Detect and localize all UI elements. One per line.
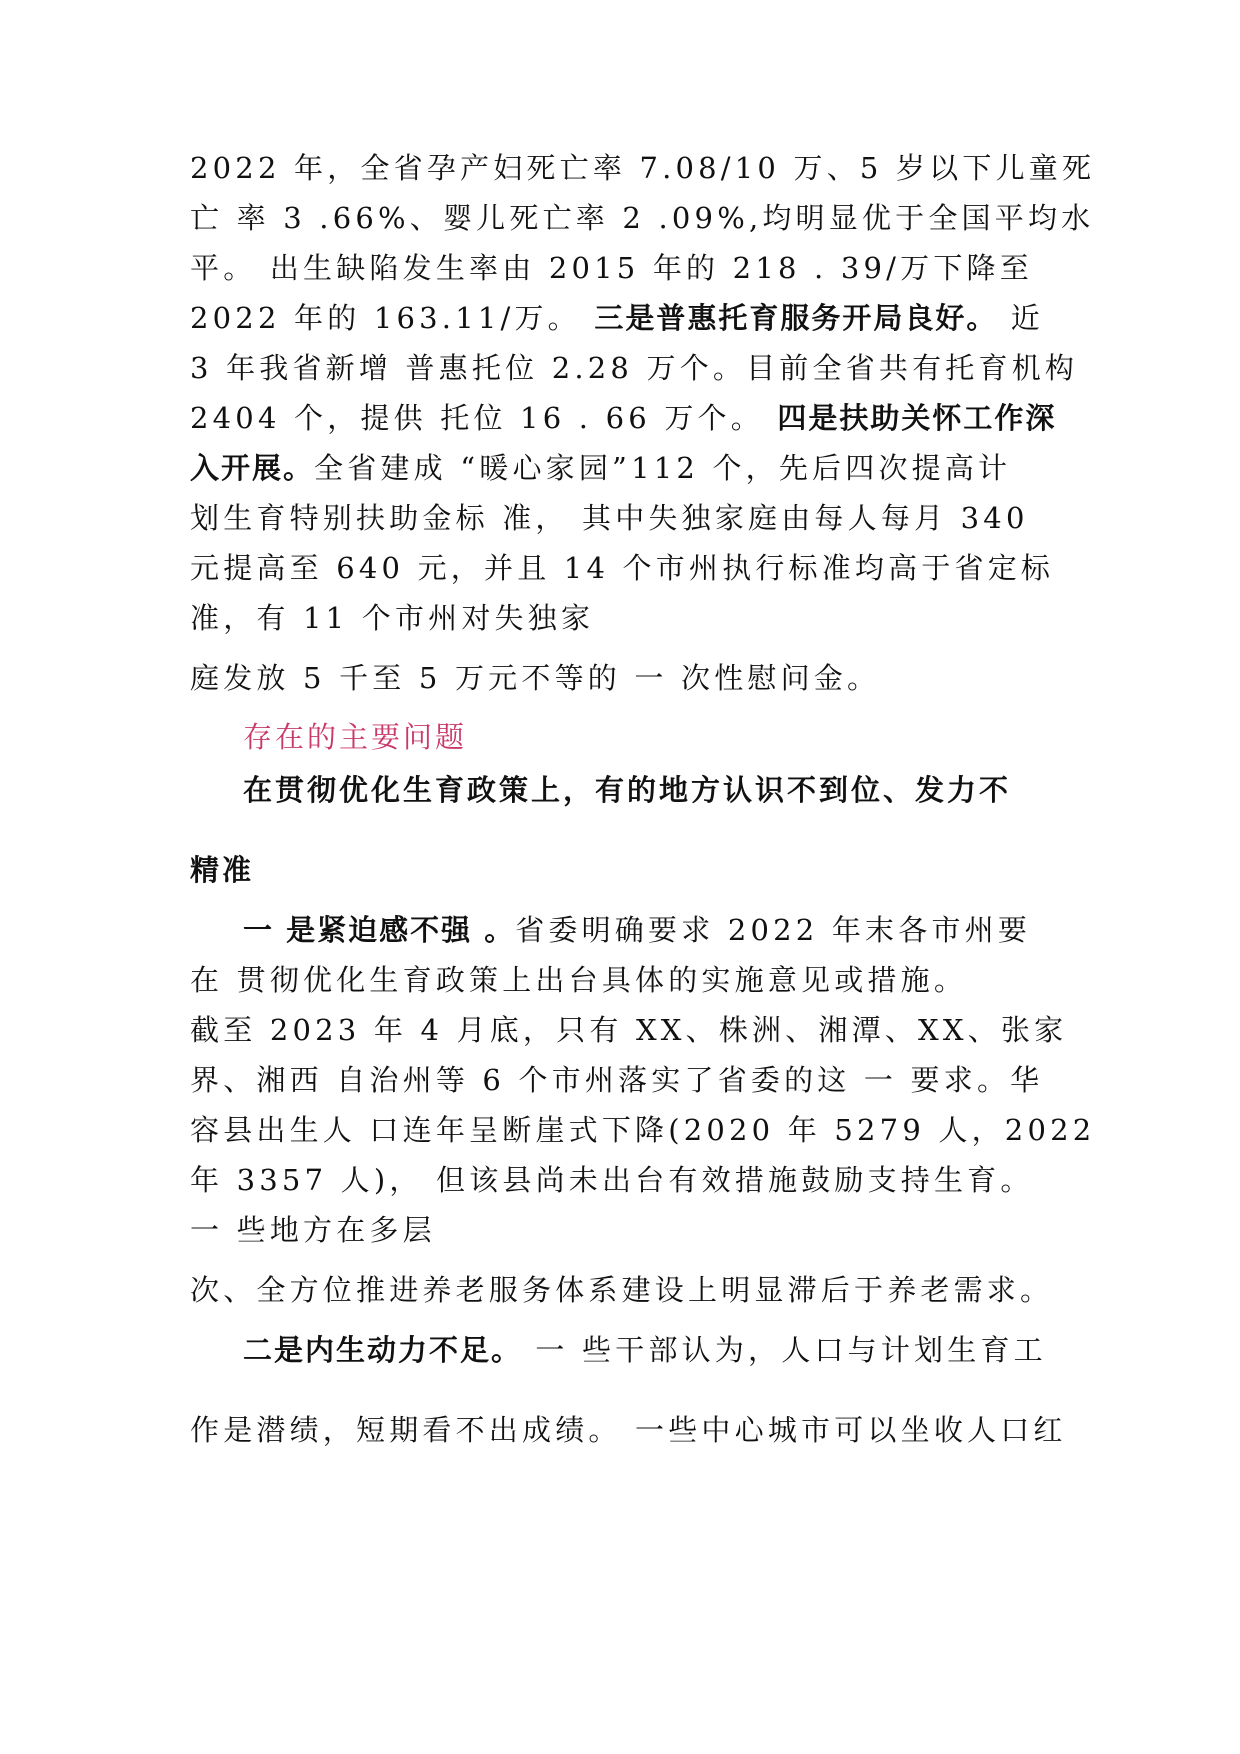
paragraph-line: 划生育特别扶助金标 准， 其中失独家庭由每人每月 340 — [190, 501, 1029, 535]
subheading-line: 在贯彻优化生育政策上，有的地方认识不到位、发力不 — [243, 773, 1012, 807]
bold-lead: 一 是紧迫感不强 。 — [243, 913, 516, 947]
paragraph-line: 年 3357 人)， 但该县尚未出台有效措施鼓励支持生育。 — [190, 1163, 1034, 1197]
bold-lead: 四是扶助关怀工作深 — [777, 401, 1057, 435]
paragraph-line: 2022 年的 163.11/万。 三是普惠托育服务开局良好。 近 — [190, 301, 1044, 335]
bold-lead: 入开展。 — [190, 451, 315, 485]
paragraph-line: 2022 年，全省孕产妇死亡率 7.08/10 万、5 岁以下儿童死 — [190, 151, 1096, 185]
paragraph-line: 一 些地方在多层 — [190, 1213, 436, 1247]
paragraph-line: 庭发放 5 千至 5 万元不等的 一 次性慰问金。 — [190, 661, 881, 695]
bold-lead: 二是内生动力不足。 — [243, 1333, 523, 1367]
paragraph-line: 二是内生动力不足。 一 些干部认为，人口与计划生育工 — [243, 1333, 1047, 1367]
section-heading: 存在的主要问题 — [243, 720, 468, 754]
paragraph-line: 截至 2023 年 4 月底，只有 XX、株洲、湘潭、XX、张家 — [190, 1013, 1068, 1047]
paragraph-line: 界、湘西 自治州等 6 个市州落实了省委的这 一 要求。华 — [190, 1063, 1044, 1097]
paragraph-line: 在 贯彻优化生育政策上出台具体的实施意见或措施。 — [190, 963, 968, 997]
paragraph-line: 入开展。全省建成 “暖心家园”112 个，先后四次提高计 — [190, 451, 1012, 485]
paragraph-line: 容县出生人 口连年呈断崖式下降(2020 年 5279 人，2022 — [190, 1113, 1096, 1147]
bold-lead: 三是普惠托育服务开局良好。 — [594, 301, 998, 335]
paragraph-line: 作是潜绩，短期看不出成绩。 一些中心城市可以坐收人口红 — [190, 1413, 1067, 1447]
paragraph-line: 3 年我省新增 普惠托位 2.28 万个。目前全省共有托育机构 — [190, 351, 1079, 385]
paragraph-line: 准，有 11 个市州对失独家 — [190, 601, 595, 635]
paragraph-line: 元提高至 640 元，并且 14 个市州执行标准均高于省定标 — [190, 551, 1055, 585]
subheading-line: 精准 — [190, 853, 255, 887]
paragraph-line: 次、全方位推进养老服务体系建设上明显滞后于养老需求。 — [190, 1273, 1054, 1307]
paragraph-line: 2404 个，提供 托位 16 . 66 万个。 四是扶助关怀工作深 — [190, 401, 1057, 435]
paragraph-line: 一 是紧迫感不强 。省委明确要求 2022 年末各市州要 — [243, 913, 1032, 947]
paragraph-line: 平。 出生缺陷发生率由 2015 年的 218 . 39/万下降至 — [190, 251, 1033, 285]
paragraph-line: 亡 率 3 .66%、婴儿死亡率 2 .09%,均明显优于全国平均水 — [190, 201, 1095, 235]
